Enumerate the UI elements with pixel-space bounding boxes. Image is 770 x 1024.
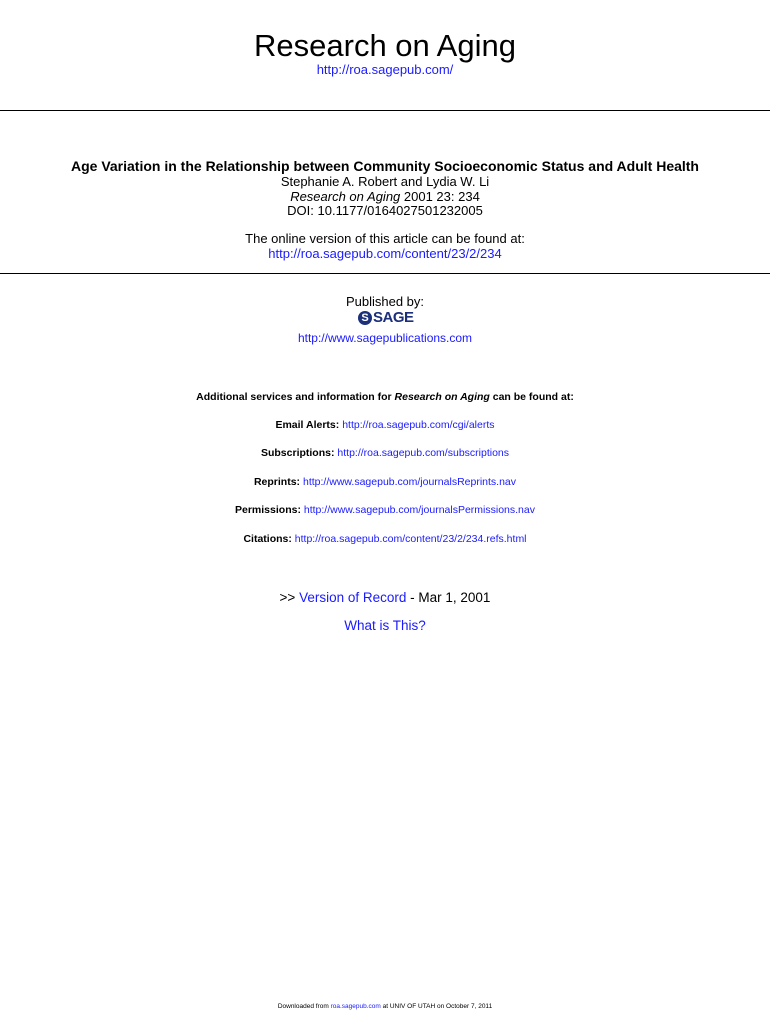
service-label: Reprints: [253, 476, 301, 488]
footer-link[interactable]: roa.sagepub.com [330, 1003, 381, 1010]
version-date: - Mar 1, 2001 [406, 590, 491, 605]
published-by-label: Published by: [345, 294, 425, 309]
sage-logo-text: SAGE [373, 309, 414, 326]
service-row-subscriptions [0, 446, 770, 460]
online-version-link[interactable]: http://roa.sagepub.com/content/23/2/234 [268, 246, 502, 261]
journal-url-line [0, 62, 770, 78]
service-row-email-alerts [0, 418, 770, 432]
services-heading-suffix: can be found at: [489, 391, 574, 403]
sage-logo[interactable] [358, 308, 414, 328]
journal-title: Research on Aging [254, 28, 516, 63]
service-row-reprints [0, 475, 770, 489]
service-link-citations[interactable]: http://roa.sagepub.com/content/23/2/234.refs.html [294, 533, 527, 545]
online-version-line [0, 246, 770, 262]
service-link-reprints[interactable]: http://www.sagepub.com/journalsReprints.nav [302, 476, 517, 488]
footer-suffix: at UNIV OF UTAH on October 7, 2011 [380, 1003, 493, 1010]
service-label: Permissions: [235, 504, 301, 516]
article-authors: Stephanie A. Robert and Lydia W. Li [280, 174, 490, 189]
service-link-subscriptions[interactable]: http://roa.sagepub.com/subscriptions [337, 447, 510, 459]
what-is-this-line [0, 617, 770, 634]
service-row-citations [0, 532, 770, 546]
citation-journal-name: Research on Aging [290, 189, 401, 204]
services-heading [0, 390, 770, 404]
article-doi: DOI: 10.1177/0164027501232005 [287, 203, 483, 218]
service-label: Email Alerts: [275, 419, 340, 431]
service-link-email-alerts[interactable]: http://roa.sagepub.com/cgi/alerts [342, 419, 495, 431]
service-label: Citations: [243, 533, 292, 545]
sage-logo-icon: S [358, 311, 372, 325]
service-label: Subscriptions: [260, 447, 335, 459]
version-of-record-link[interactable]: Version of Record [299, 590, 407, 605]
bottom-divider [0, 273, 770, 274]
top-divider [0, 110, 770, 111]
footer-prefix: Downloaded from [277, 1003, 331, 1010]
article-citation [0, 189, 770, 204]
citation-volume: 2001 23: 234 [400, 189, 480, 204]
version-prefix: >> [279, 590, 300, 605]
publisher-url-line [0, 331, 770, 346]
what-is-this-link[interactable]: What is This? [344, 618, 426, 633]
version-line [0, 589, 770, 606]
publisher-url-link[interactable]: http://www.sagepublications.com [297, 331, 473, 345]
online-version-note: The online version of this article can be found at: [245, 231, 525, 246]
services-heading-prefix: Additional services and information for [196, 391, 395, 403]
services-heading-journal: Research on Aging [394, 391, 490, 403]
service-row-permissions [0, 503, 770, 517]
article-title: Age Variation in the Relationship between Community Socioeconomic Status and Adult Health [70, 158, 699, 174]
journal-url-link[interactable]: http://roa.sagepub.com/ [316, 62, 454, 77]
service-link-permissions[interactable]: http://www.sagepub.com/journalsPermissions.nav [303, 504, 535, 516]
download-footer [0, 1002, 770, 1011]
